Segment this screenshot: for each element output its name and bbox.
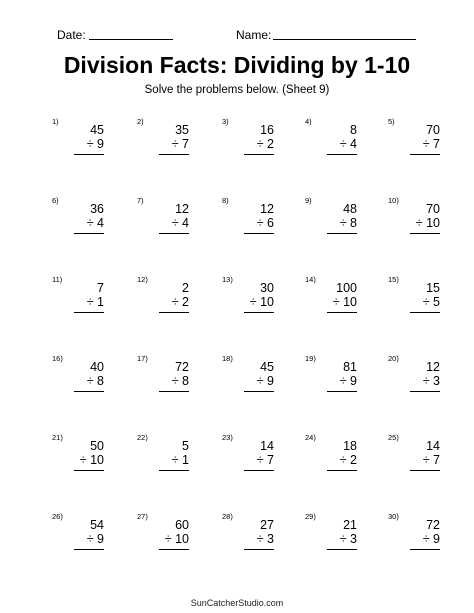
answer-line[interactable] [159, 470, 189, 471]
dividend: 36 [90, 202, 104, 216]
division-problem [305, 512, 357, 564]
dividend: 81 [343, 360, 357, 374]
division-problem [305, 433, 357, 485]
dividend: 45 [260, 360, 274, 374]
answer-line[interactable] [74, 154, 104, 155]
divisor: ÷ 5 [422, 295, 440, 309]
divisor: ÷ 9 [339, 374, 357, 388]
problem-number: 15) [388, 275, 399, 284]
answer-line[interactable] [410, 470, 440, 471]
dividend: 14 [426, 439, 440, 453]
division-problem [222, 275, 274, 327]
divisor: ÷ 7 [171, 137, 189, 151]
divisor: ÷ 2 [339, 453, 357, 467]
answer-line[interactable] [410, 549, 440, 550]
divisor: ÷ 8 [171, 374, 189, 388]
divisor: ÷ 10 [79, 453, 104, 467]
dividend: 100 [336, 281, 357, 295]
division-problem [388, 196, 440, 248]
divisor: ÷ 2 [171, 295, 189, 309]
divisor: ÷ 4 [339, 137, 357, 151]
division-problem [137, 354, 189, 406]
dividend: 45 [90, 123, 104, 137]
problem-number: 16) [52, 354, 63, 363]
problem-number: 29) [305, 512, 316, 521]
dividend: 12 [260, 202, 274, 216]
dividend: 70 [426, 202, 440, 216]
problem-number: 11) [52, 275, 63, 284]
division-problem [388, 433, 440, 485]
answer-line[interactable] [410, 154, 440, 155]
problem-number: 1) [52, 117, 59, 126]
division-problem [388, 117, 440, 169]
answer-line[interactable] [244, 312, 274, 313]
problem-number: 26) [52, 512, 63, 521]
answer-line[interactable] [74, 549, 104, 550]
problem-number: 3) [222, 117, 229, 126]
divisor: ÷ 9 [256, 374, 274, 388]
problem-number: 21) [52, 433, 63, 442]
division-problem [52, 275, 104, 327]
division-problem [222, 117, 274, 169]
divisor: ÷ 3 [422, 374, 440, 388]
dividend: 60 [175, 518, 189, 532]
divisor: ÷ 3 [339, 532, 357, 546]
dividend: 12 [175, 202, 189, 216]
problem-number: 4) [305, 117, 312, 126]
answer-line[interactable] [74, 233, 104, 234]
division-problem [222, 433, 274, 485]
problem-number: 2) [137, 117, 144, 126]
dividend: 15 [426, 281, 440, 295]
problem-number: 8) [222, 196, 229, 205]
problem-number: 22) [137, 433, 148, 442]
divisor: ÷ 10 [249, 295, 274, 309]
division-problem [52, 354, 104, 406]
dividend: 12 [426, 360, 440, 374]
divisor: ÷ 9 [86, 532, 104, 546]
division-problem [52, 196, 104, 248]
dividend: 21 [343, 518, 357, 532]
divisor: ÷ 8 [339, 216, 357, 230]
dividend: 5 [182, 439, 189, 453]
division-problem [222, 512, 274, 564]
division-problem [305, 117, 357, 169]
divisor: ÷ 10 [164, 532, 189, 546]
answer-line[interactable] [327, 233, 357, 234]
divisor: ÷ 7 [422, 453, 440, 467]
dividend: 48 [343, 202, 357, 216]
date-label: Date: [57, 28, 86, 42]
dividend: 72 [175, 360, 189, 374]
answer-line[interactable] [410, 391, 440, 392]
division-problem [52, 433, 104, 485]
name-label: Name: [236, 28, 272, 42]
divisor: ÷ 1 [86, 295, 104, 309]
divisor: ÷ 4 [171, 216, 189, 230]
division-problem [305, 196, 357, 248]
problem-number: 18) [222, 354, 233, 363]
problem-number: 10) [388, 196, 399, 205]
dividend: 70 [426, 123, 440, 137]
divisor: ÷ 10 [332, 295, 357, 309]
division-problem [137, 512, 189, 564]
answer-line[interactable] [244, 154, 274, 155]
answer-line[interactable] [244, 470, 274, 471]
problem-number: 17) [137, 354, 148, 363]
problem-number: 27) [137, 512, 148, 521]
division-problem [222, 196, 274, 248]
problem-number: 28) [222, 512, 233, 521]
division-problem [52, 117, 104, 169]
divisor: ÷ 9 [86, 137, 104, 151]
page-subtitle: Solve the problems below. (Sheet 9) [144, 84, 330, 96]
dividend: 72 [426, 518, 440, 532]
problem-number: 24) [305, 433, 316, 442]
divisor: ÷ 4 [86, 216, 104, 230]
problem-number: 5) [388, 117, 395, 126]
dividend: 16 [260, 123, 274, 137]
dividend: 18 [343, 439, 357, 453]
division-problem [305, 354, 357, 406]
dividend: 50 [90, 439, 104, 453]
answer-line[interactable] [327, 391, 357, 392]
problem-number: 20) [388, 354, 399, 363]
divisor: ÷ 8 [86, 374, 104, 388]
division-problem [388, 512, 440, 564]
problem-number: 12) [137, 275, 148, 284]
footer-credit: SunCatcherStudio.com [190, 598, 284, 608]
division-problem [137, 117, 189, 169]
answer-line[interactable] [74, 312, 104, 313]
answer-line[interactable] [74, 470, 104, 471]
dividend: 14 [260, 439, 274, 453]
divisor: ÷ 3 [256, 532, 274, 546]
division-problem [388, 354, 440, 406]
answer-line[interactable] [327, 312, 357, 313]
answer-line[interactable] [159, 312, 189, 313]
dividend: 2 [182, 281, 189, 295]
division-problem [388, 275, 440, 327]
division-problem [222, 354, 274, 406]
answer-line[interactable] [327, 549, 357, 550]
problem-number: 14) [305, 275, 316, 284]
division-problem [137, 275, 189, 327]
answer-line[interactable] [327, 470, 357, 471]
answer-line[interactable] [159, 549, 189, 550]
problem-number: 25) [388, 433, 399, 442]
problem-number: 9) [305, 196, 312, 205]
divisor: ÷ 2 [256, 137, 274, 151]
header-row [0, 27, 474, 43]
dividend: 8 [350, 123, 357, 137]
divisor: ÷ 1 [171, 453, 189, 467]
divisor: ÷ 7 [422, 137, 440, 151]
divisor: ÷ 7 [256, 453, 274, 467]
answer-line[interactable] [244, 391, 274, 392]
division-problem [305, 275, 357, 327]
divisor: ÷ 10 [415, 216, 440, 230]
division-problem [137, 196, 189, 248]
divisor: ÷ 6 [256, 216, 274, 230]
page-title: Division Facts: Dividing by 1-10 [63, 52, 411, 78]
problem-number: 13) [222, 275, 233, 284]
answer-line[interactable] [159, 233, 189, 234]
answer-line[interactable] [410, 312, 440, 313]
date-field[interactable] [89, 39, 173, 40]
problem-number: 6) [52, 196, 59, 205]
dividend: 30 [260, 281, 274, 295]
problem-number: 30) [388, 512, 399, 521]
problem-number: 7) [137, 196, 144, 205]
division-problem [137, 433, 189, 485]
division-problem [52, 512, 104, 564]
dividend: 40 [90, 360, 104, 374]
problem-number: 23) [222, 433, 233, 442]
answer-line[interactable] [244, 549, 274, 550]
answer-line[interactable] [410, 233, 440, 234]
name-field[interactable] [273, 39, 416, 40]
answer-line[interactable] [159, 154, 189, 155]
dividend: 27 [260, 518, 274, 532]
answer-line[interactable] [244, 233, 274, 234]
dividend: 7 [97, 281, 104, 295]
divisor: ÷ 9 [422, 532, 440, 546]
answer-line[interactable] [159, 391, 189, 392]
answer-line[interactable] [74, 391, 104, 392]
problem-number: 19) [305, 354, 316, 363]
dividend: 54 [90, 518, 104, 532]
dividend: 35 [175, 123, 189, 137]
answer-line[interactable] [327, 154, 357, 155]
